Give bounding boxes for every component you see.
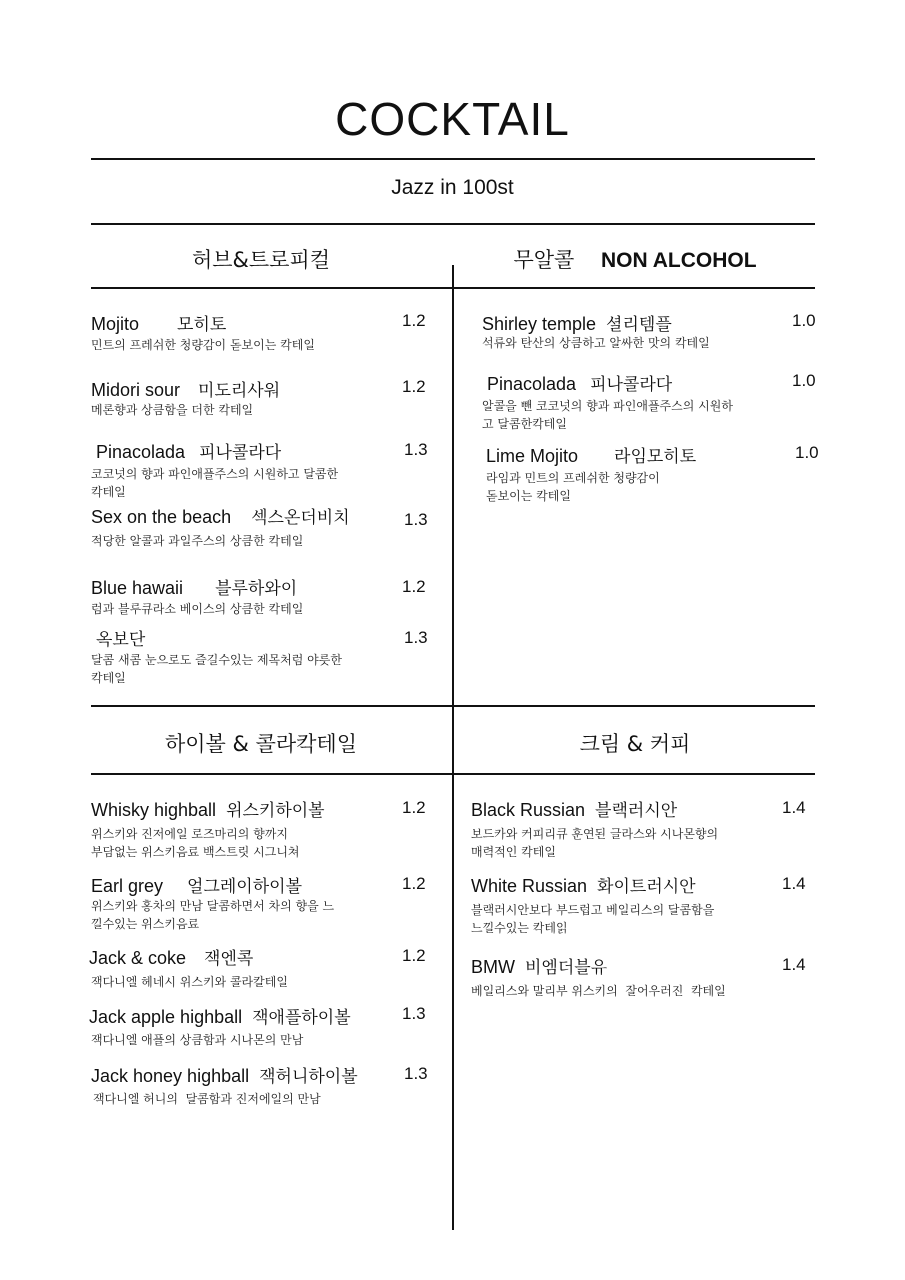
item-name-ko: 라임모히토: [614, 447, 697, 467]
menu-item-name: [91, 872, 302, 897]
item-name-ko: 섹스온더비치: [251, 508, 350, 528]
item-name-ko: 비엠더블유: [525, 958, 608, 978]
item-price: 1.2: [402, 874, 426, 893]
item-name-en: Pinacolada: [96, 442, 186, 462]
item-description: 달콤 새콤 눈으로도 즐길수있는 제목처럼 야릇한 칵테일: [91, 653, 342, 685]
section-title-herb: 허브&트로피컬: [191, 248, 331, 272]
menu-title: COCKTAIL: [335, 93, 570, 145]
item-price: 1.2: [402, 377, 426, 396]
section-title-nonalcohol-ko: 무알콜: [513, 248, 575, 272]
item-description: 베일리스와 말리부 위스키의 잘어우러진 칵테일: [471, 984, 726, 998]
item-name-ko: 블랙러시안: [595, 801, 678, 821]
item-description: 블랙러시안보다 부드럽고 베일리스의 달콤함을 느낄수있는 칵테읽: [471, 903, 715, 935]
item-name-en: Earl grey: [91, 876, 164, 896]
item-description: 민트의 프레쉬한 청량감이 돋보이는 칵테일: [91, 338, 315, 352]
menu-item-name: [471, 796, 677, 821]
item-name-ko: 옥보단: [96, 630, 146, 650]
menu-item-name: [91, 796, 325, 821]
item-description: 적당한 알콜과 과일주스의 상큼한 칵테일: [91, 534, 304, 548]
item-name-ko: 모히토: [177, 315, 227, 335]
menu-item-name: [482, 310, 672, 335]
item-price: 1.4: [782, 874, 806, 893]
item-price: 1.2: [402, 946, 426, 965]
item-name-ko: 얼그레이하이볼: [187, 877, 302, 897]
item-name-ko: 잭엔콕: [204, 949, 254, 969]
item-name-en: BMW: [471, 957, 515, 977]
item-description: 라임과 민트의 프레쉬한 청량감이 돋보이는 칵테일: [486, 471, 660, 503]
section-title-cream: 크림 & 커피: [579, 732, 691, 756]
item-name-ko: 셜리템플: [606, 315, 672, 335]
divider-section-bottom: [91, 773, 815, 775]
divider-top: [91, 158, 815, 160]
item-name-ko: 화이트러시안: [597, 877, 696, 897]
item-price: 1.3: [404, 510, 428, 529]
item-price: 1.3: [404, 440, 428, 459]
item-name-en: Blue hawaii: [91, 578, 184, 598]
divider-header: [91, 223, 815, 225]
item-description: 럼과 블루큐라소 베이스의 상큼한 칵테일: [91, 602, 304, 616]
item-price: 1.0: [795, 443, 819, 462]
item-name-en: Pinacolada: [487, 374, 577, 394]
item-description: 코코넛의 향과 파인애플주스의 시원하고 달콤한 칵테일: [91, 467, 339, 499]
item-name-en: Jack apple highball: [89, 1007, 243, 1027]
item-description: 위스키와 홍차의 만남 달콤하면서 차의 향을 느 낄수있는 위스키음료: [91, 899, 335, 931]
menu-item-name: [96, 438, 281, 463]
item-description: 보드카와 커피리큐 훈연된 글라스와 시나몬향의 매력적인 칵테일: [471, 827, 719, 859]
item-description: 메론향과 상큼함을 더한 칵테일: [91, 403, 254, 417]
item-price: 1.3: [402, 1004, 426, 1023]
item-name-en: Jack honey highball: [91, 1066, 250, 1086]
item-name-ko: 피나콜라다: [590, 375, 673, 395]
item-description: 잭다니엘 애플의 상큼함과 시나몬의 만남: [91, 1033, 304, 1047]
item-price: 1.4: [782, 798, 806, 817]
item-price: 1.2: [402, 311, 426, 330]
item-price: 1.0: [792, 371, 816, 390]
menu-item-name: [89, 944, 253, 969]
item-description: 위스키와 진저에일 로즈마리의 향까지 부담없는 위스키음료 백스트릿 시그니쳐: [91, 827, 300, 859]
item-name-en: Shirley temple: [482, 314, 597, 334]
item-name-ko: 잭애플하이볼: [252, 1008, 351, 1028]
item-name-ko: 잭허니하이볼: [259, 1067, 358, 1087]
item-price: 1.2: [402, 577, 426, 596]
divider-middle: [91, 705, 815, 707]
item-name-ko: 위스키하이볼: [226, 801, 325, 821]
menu-item-name: [96, 625, 145, 650]
menu-item-name: [91, 574, 297, 599]
item-name-en: Jack & coke: [89, 948, 187, 968]
item-name-en: White Russian: [471, 876, 588, 896]
menu-item-name: [91, 376, 280, 401]
item-price: 1.0: [792, 311, 816, 330]
divider-section-top: [91, 287, 815, 289]
item-price: 1.3: [404, 628, 428, 647]
item-name-en: Black Russian: [471, 800, 586, 820]
item-description: 잭다니엘 허니의 달콤함과 진저에일의 만남: [93, 1092, 321, 1106]
menu-item-name: [487, 370, 672, 395]
menu-item-name: [91, 1062, 358, 1087]
menu-item-name: [89, 1003, 351, 1028]
menu-item-name: [486, 442, 696, 467]
item-name-en: Midori sour: [91, 380, 181, 400]
menu-subtitle: Jazz in 100st: [391, 176, 514, 199]
item-name-ko: 피나콜라다: [199, 443, 282, 463]
section-title-nonalcohol-en: NON ALCOHOL: [601, 249, 757, 272]
item-price: 1.2: [402, 798, 426, 817]
item-price: 1.3: [404, 1064, 428, 1083]
item-name-ko: 블루하와이: [215, 579, 298, 599]
menu-item-name: [471, 953, 607, 978]
divider-vertical: [452, 265, 454, 1230]
item-name-en: Sex on the beach: [91, 507, 232, 527]
section-title-highball: 하이볼 & 콜라칵테일: [164, 732, 357, 756]
section-title-nonalcohol: [455, 244, 815, 274]
item-name-en: Lime Mojito: [486, 446, 579, 466]
item-description: 석류와 탄산의 상큼하고 알싸한 맛의 칵테일: [482, 336, 710, 350]
item-name-en: Mojito: [91, 314, 140, 334]
item-description: 잭다니엘 헤네시 위스키와 콜라칼테일: [91, 975, 288, 989]
item-description: 알콜을 뺀 코코넛의 향과 파인애플주스의 시원하 고 달콤한칵테일: [482, 399, 733, 431]
item-price: 1.4: [782, 955, 806, 974]
menu-item-name: [471, 872, 696, 897]
item-name-en: Whisky highball: [91, 800, 217, 820]
menu-item-name: [91, 310, 226, 335]
menu-item-name: [91, 503, 350, 528]
item-name-ko: 미도리사워: [198, 381, 281, 401]
